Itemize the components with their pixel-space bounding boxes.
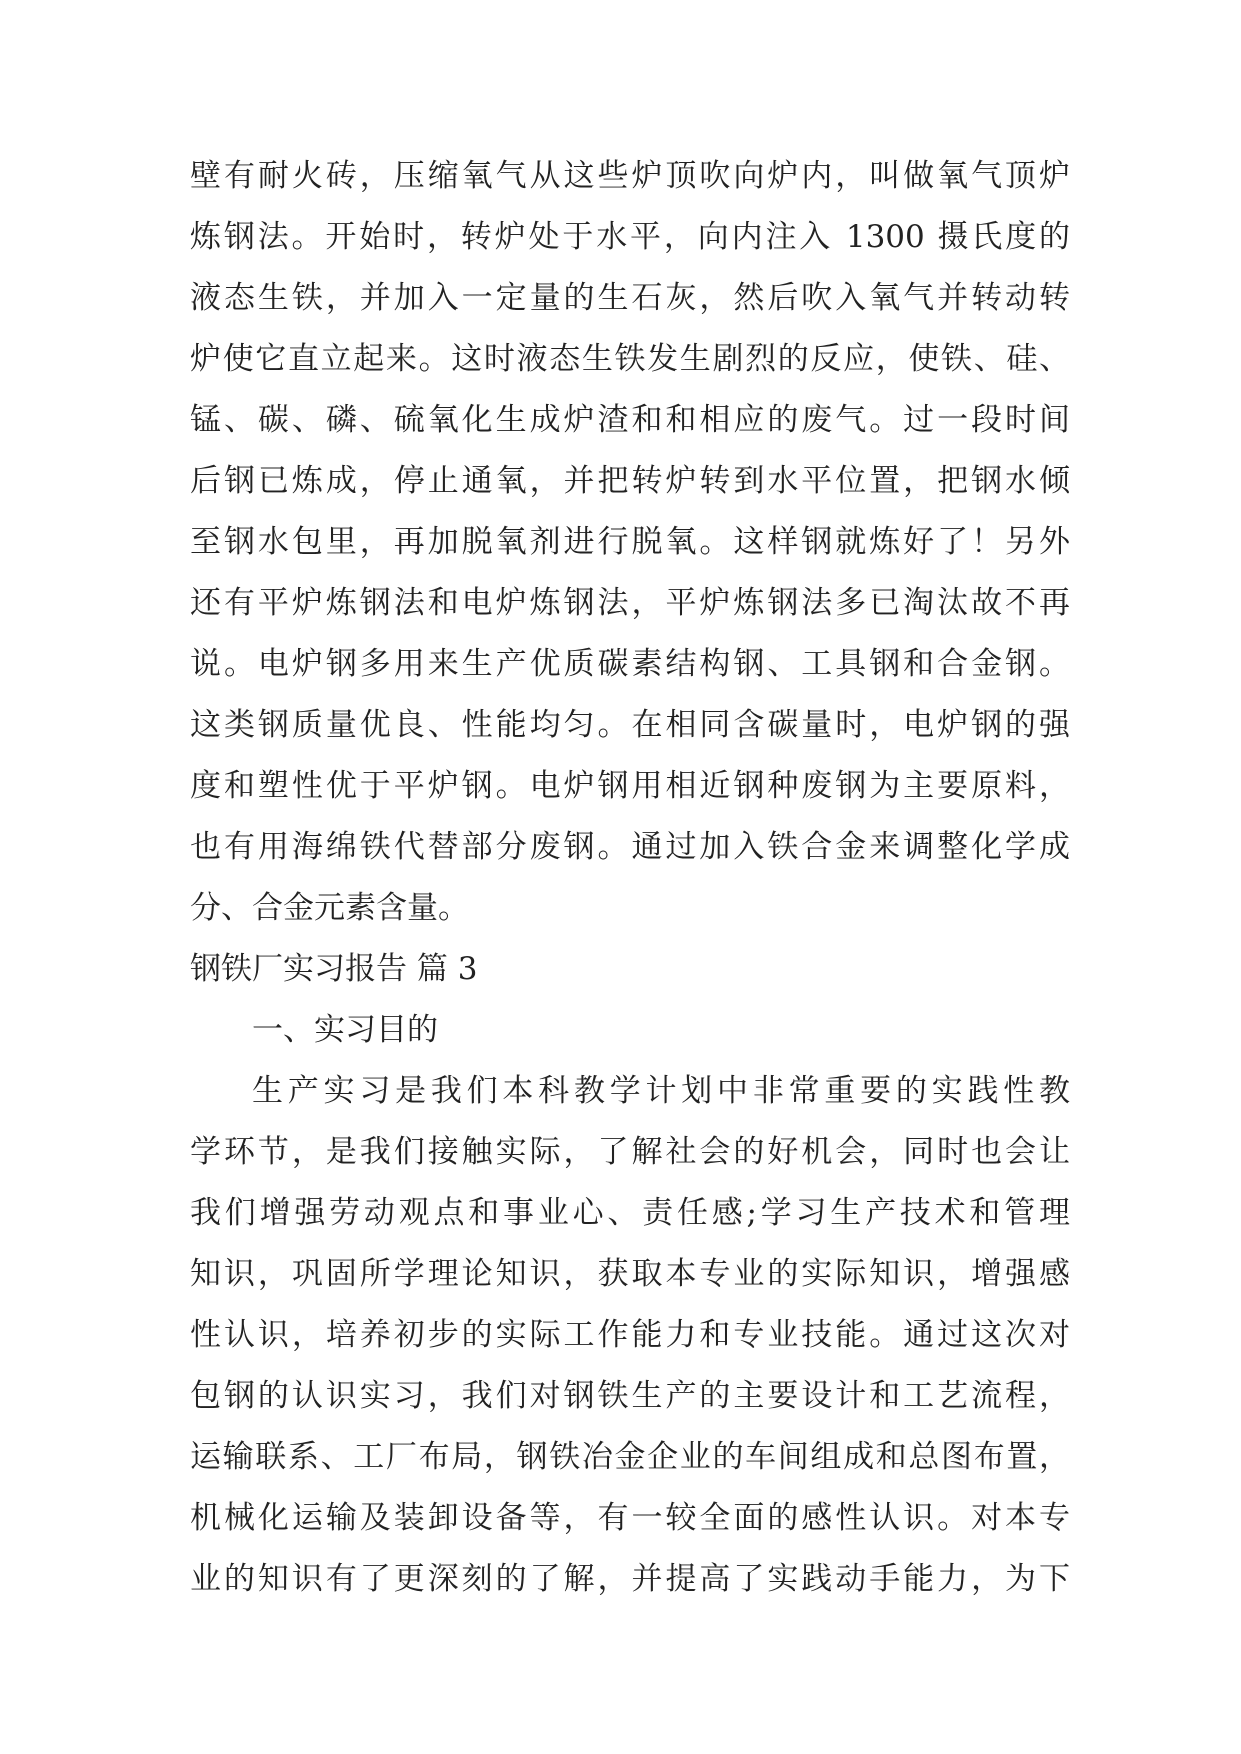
- subsection-heading: 一、实习目的: [252, 1012, 438, 1048]
- paragraph-line: 包钢的认识实习，我们对钢铁生产的主要设计和工艺流程，: [190, 1378, 1070, 1414]
- paragraph-line: 炼钢法。开始时，转炉处于水平，向内注入 1300 摄氏度的: [190, 219, 1070, 255]
- paragraph-line: 业的知识有了更深刻的了解，并提高了实践动手能力，为下: [190, 1561, 1070, 1597]
- section-heading: 钢铁厂实习报告 篇 3: [190, 951, 478, 987]
- paragraph-line: 至钢水包里，再加脱氧剂进行脱氧。这样钢就炼好了！另外: [190, 524, 1070, 560]
- paragraph-line: 炉使它直立起来。这时液态生铁发生剧烈的反应，使铁、硅、: [190, 341, 1070, 377]
- paragraph-line: 度和塑性优于平炉钢。电炉钢用相近钢种废钢为主要原料，: [190, 768, 1070, 804]
- paragraph-line: 性认识，培养初步的实际工作能力和专业技能。通过这次对: [190, 1317, 1070, 1353]
- paragraph-line-first: 生产实习是我们本科教学计划中非常重要的实践性教: [252, 1073, 1070, 1109]
- paragraph-line: 机械化运输及装卸设备等，有一较全面的感性认识。对本专: [190, 1500, 1070, 1536]
- paragraph-line: 这类钢质量优良、性能均匀。在相同含碳量时，电炉钢的强: [190, 707, 1070, 743]
- paragraph-line: 学环节，是我们接触实际，了解社会的好机会，同时也会让: [190, 1134, 1070, 1170]
- paragraph-line: 也有用海绵铁代替部分废钢。通过加入铁合金来调整化学成: [190, 829, 1070, 865]
- paragraph-line: 壁有耐火砖，压缩氧气从这些炉顶吹向炉内，叫做氧气顶炉: [190, 158, 1070, 194]
- paragraph-line: 后钢已炼成，停止通氧，并把转炉转到水平位置，把钢水倾: [190, 463, 1070, 499]
- paragraph-line: 我们增强劳动观点和事业心、责任感;学习生产技术和管理: [190, 1195, 1070, 1231]
- paragraph-line: 还有平炉炼钢法和电炉炼钢法，平炉炼钢法多已淘汰故不再: [190, 585, 1070, 621]
- paragraph-line-last: 分、合金元素含量。: [190, 890, 469, 926]
- paragraph-line: 锰、碳、磷、硫氧化生成炉渣和和相应的废气。过一段时间: [190, 402, 1070, 438]
- paragraph-line: 知识，巩固所学理论知识，获取本专业的实际知识，增强感: [190, 1256, 1070, 1292]
- paragraph-line: 液态生铁，并加入一定量的生石灰，然后吹入氧气并转动转: [190, 280, 1070, 316]
- paragraph-line: 说。电炉钢多用来生产优质碳素结构钢、工具钢和合金钢。: [190, 646, 1070, 682]
- paragraph-line: 运输联系、工厂布局，钢铁冶金企业的车间组成和总图布置，: [190, 1439, 1070, 1475]
